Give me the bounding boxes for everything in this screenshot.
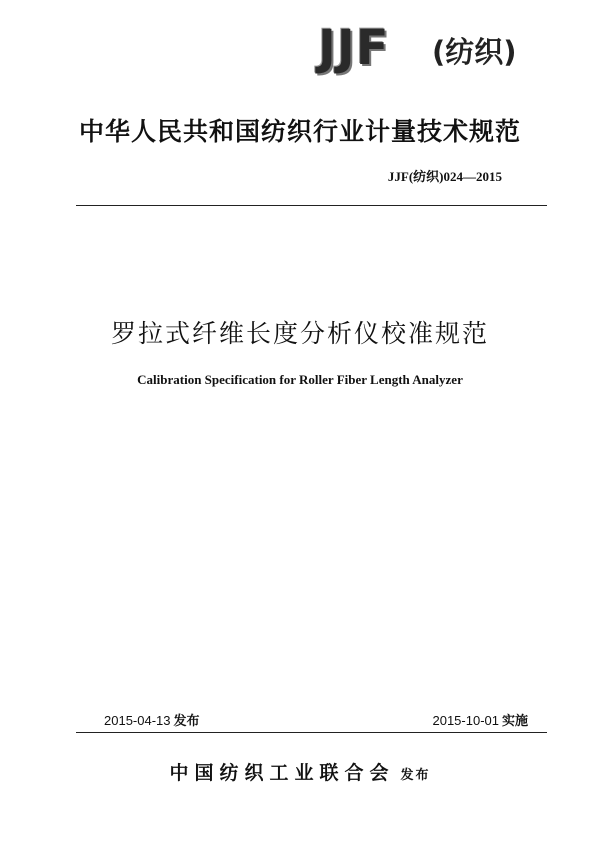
logo: [0, 20, 600, 76]
effective-date: 2015-10-01: [432, 713, 499, 728]
logo-mark: JJF: [318, 20, 390, 76]
effective-date-block: [432, 710, 528, 729]
header-title: 中华人民共和国纺织行业计量技术规范: [78, 117, 521, 146]
publisher: [0, 758, 600, 785]
standard-number: JJF(纺织)024—2015: [387, 169, 502, 184]
publisher-action: 发布: [400, 768, 431, 783]
top-divider: [76, 205, 547, 206]
issue-date: 2015-04-13: [104, 713, 171, 728]
issue-date-block: [104, 710, 200, 729]
effective-label: 实施: [501, 713, 528, 728]
publisher-org: 中国纺织工业联合会: [169, 762, 395, 784]
bottom-divider: [76, 732, 547, 733]
logo-suffix: (纺织): [432, 35, 517, 69]
issue-label: 发布: [173, 713, 200, 728]
document-subtitle: Calibration Specification for Roller Fiber Length Analyzer: [137, 372, 463, 387]
document-title: 罗拉式纤维长度分析仪校准规范: [110, 319, 489, 348]
